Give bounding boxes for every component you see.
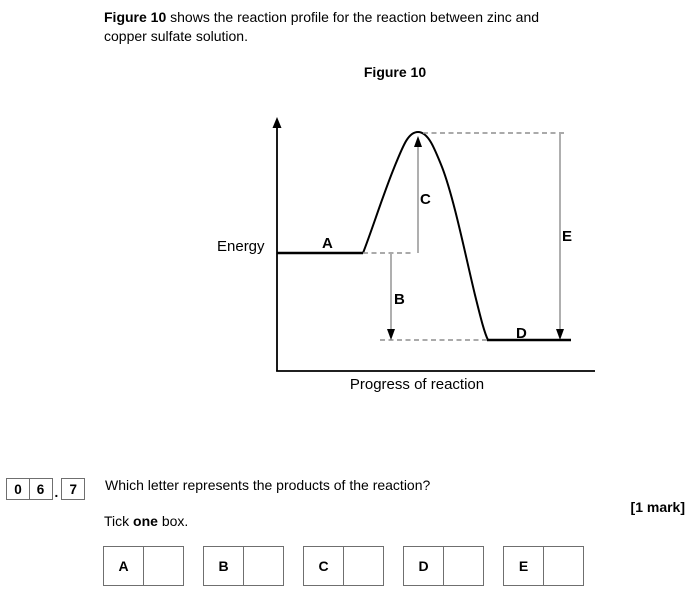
marks-label: [1 mark]: [630, 499, 685, 515]
intro-line2-text: copper sulfate solution.: [104, 27, 248, 44]
arrow-c-head: [414, 136, 422, 147]
option-e-label: E: [504, 547, 544, 585]
intro-figure-ref: Figure 10: [104, 9, 167, 25]
label-b: B: [394, 291, 405, 308]
question-number: [6, 478, 85, 500]
option-a-label: A: [104, 547, 144, 585]
label-d: D: [516, 325, 527, 342]
tick-instruction-suffix: box.: [157, 513, 189, 529]
question-number-digit-2: 6: [29, 478, 53, 500]
tick-instruction-bold: one: [133, 513, 158, 529]
question-number-digit-1: 0: [6, 478, 30, 500]
tick-instruction-prefix: Tick: [104, 513, 134, 529]
option-b: [203, 546, 284, 586]
y-axis-arrowhead: [273, 117, 282, 128]
intro-line1-text: shows the reaction profile for the reaction between zinc and: [166, 9, 540, 25]
option-d: [403, 546, 484, 586]
x-axis-label: Progress of reaction: [349, 376, 485, 393]
option-d-tick-box[interactable]: [444, 547, 483, 585]
question-number-separator: .: [54, 485, 59, 500]
option-e: [503, 546, 584, 586]
option-c: [303, 546, 384, 586]
option-c-label: C: [304, 547, 344, 585]
option-c-tick-box[interactable]: [344, 547, 383, 585]
option-a: [103, 546, 184, 586]
option-b-label: B: [204, 547, 244, 585]
label-a: A: [322, 235, 333, 252]
y-axis-label: Energy: [217, 238, 265, 255]
option-d-label: D: [404, 547, 444, 585]
question-number-digit-3: 7: [61, 478, 85, 500]
label-e: E: [562, 228, 573, 245]
reaction-curve: [363, 132, 488, 340]
option-b-tick-box[interactable]: [244, 547, 283, 585]
arrow-e-head: [556, 329, 564, 340]
figure-title: Figure 10: [363, 64, 427, 80]
option-a-tick-box[interactable]: [144, 547, 183, 585]
option-e-tick-box[interactable]: [544, 547, 583, 585]
label-c: C: [420, 191, 431, 208]
tick-instruction: [104, 513, 188, 529]
arrow-b-head: [387, 329, 395, 340]
question-text: Which letter represents the products of the reaction?: [105, 477, 431, 493]
